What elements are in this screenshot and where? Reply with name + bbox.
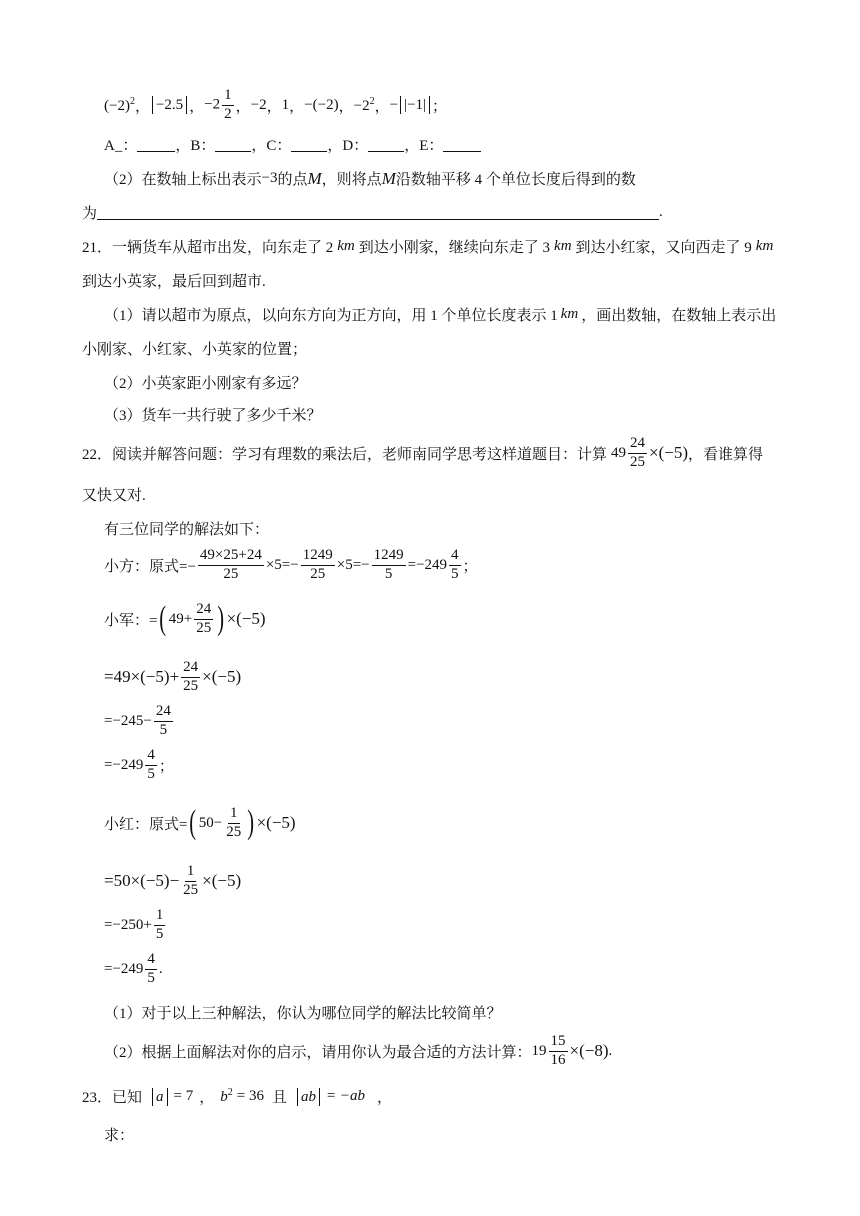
list-end: ； <box>432 98 448 115</box>
xh3-frac: $\frac{1}{5}$ <box>155 907 164 942</box>
q22-intro <box>104 518 269 539</box>
q20-part2-text: （2）在数轴上标出表示 <box>104 172 262 188</box>
q20-part2-text-b: 的点 <box>277 172 308 188</box>
xf-end: ； <box>462 558 478 575</box>
q22-intro-text: 有三位同学的解法如下： <box>104 522 270 538</box>
b-squared: $b^2$ <box>220 1087 233 1105</box>
xj-step2 <box>104 660 241 695</box>
q22-line2 <box>82 484 146 505</box>
q23-qiu <box>104 1124 134 1145</box>
q21-part1-cont <box>82 338 307 359</box>
q23-qiu-text: 求： <box>104 1128 135 1144</box>
xj3a: =−245− <box>104 712 152 729</box>
xj4a: =−249 <box>104 756 144 773</box>
xh4end: . <box>158 960 163 977</box>
xf-op2: ×5=− <box>336 556 370 573</box>
num-neg-abs-neg1: − |−1| <box>390 96 432 114</box>
q20-part2-text-c: ，则将点 <box>321 172 382 188</box>
xf-frac3: $\frac{1249}{5}$ <box>373 547 404 582</box>
q23-label: 23．已知 <box>82 1090 143 1106</box>
eq36: = 36 <box>236 1088 264 1104</box>
separator: ， <box>134 98 150 115</box>
xh2tail: ×(−5) <box>202 871 242 891</box>
q21-text-c: 到达小红家，又向西走了 9 <box>575 240 752 256</box>
q22-text: 22．阅读并解答问题：学习有理数的乘法后，老师南同学思考这样道题目：计算 <box>82 446 608 463</box>
xh-label: 小红：原式= <box>104 816 188 833</box>
unit-km: km <box>755 238 774 254</box>
xj2tail: ×(−5) <box>202 667 242 687</box>
solution-xiaofang <box>104 548 478 583</box>
q22-text-2: 又快又对. <box>82 488 146 504</box>
xh-a: 50− <box>198 814 223 831</box>
blank-e[interactable] <box>443 137 481 152</box>
num-mixed-neg2-half: −2 $\frac{1}{2}$ <box>204 87 232 122</box>
q22-part2-text: （2）根据上面解法对你的启示，请用你认为最合适的方法计算： <box>104 1044 532 1061</box>
q21-line1 <box>82 236 773 257</box>
blank-d[interactable] <box>368 137 404 152</box>
num-neg-2-squared: $-2^2$ <box>353 95 375 114</box>
xf-op1: ×5=− <box>265 556 299 573</box>
xh-frac: $\frac{1}{25}$ <box>226 805 242 840</box>
xj4end: ； <box>158 758 174 775</box>
q21-part1 <box>104 304 776 325</box>
q20-number-list <box>104 88 447 123</box>
xj2-frac: $\frac{24}{25}$ <box>183 659 199 694</box>
xf-op3: =−249 <box>407 556 448 573</box>
abs-ab: ab <box>297 1088 320 1106</box>
q21-part1-text: （1）请以超市为原点，以向东方向为正方向，用 1 个单位长度表示 1 <box>104 308 558 324</box>
and: 且 <box>271 1090 287 1106</box>
solution-xiaojun: 小军：= ( 49+ $\frac{24}{25}$ ) ×(−5) <box>104 600 266 638</box>
q20-part2 <box>104 168 636 189</box>
xh2-frac: $\frac{1}{25}$ <box>183 863 199 898</box>
separator: ， <box>374 98 390 115</box>
xf-frac2: $\frac{1249}{25}$ <box>302 547 333 582</box>
xh4-frac: $\frac{4}{5}$ <box>147 951 155 986</box>
q21-part2-text: （2）小英家距小刚家有多远？ <box>104 376 307 392</box>
num-1: 1 <box>281 96 290 113</box>
xj2a: =49×(−5)+ <box>104 667 180 687</box>
xh4a: =−249 <box>104 960 144 977</box>
p2-frac: $\frac{15}{16}$ <box>550 1033 566 1068</box>
q22-part1 <box>104 1002 502 1023</box>
xh-step4 <box>104 952 163 987</box>
q21-line2 <box>82 270 266 291</box>
num-neg2-squared: $(-2)^2$ <box>104 95 135 114</box>
separator: ， <box>235 98 251 115</box>
label-a: A_： <box>104 138 138 154</box>
calc-tail: ×(−5) <box>649 443 689 463</box>
xf-frac4: $\frac{4}{5}$ <box>451 547 459 582</box>
xh-tail: ×(−5) <box>256 813 296 833</box>
calc-whole: 49 <box>611 444 627 461</box>
label-e: ，E： <box>404 138 444 154</box>
q21-part3 <box>104 404 322 425</box>
unit-km: km <box>560 306 579 322</box>
q22-line1 <box>82 436 763 471</box>
blank-b[interactable] <box>215 137 251 152</box>
p2-end: . <box>608 1042 613 1059</box>
xh3a: =−250+ <box>104 916 152 933</box>
xj-frac: $\frac{24}{25}$ <box>196 601 212 636</box>
q20-part2-answer <box>82 202 663 223</box>
q23-line <box>82 1086 392 1107</box>
abs-a: a <box>152 1088 168 1106</box>
point-m: M <box>307 168 322 188</box>
q21-part3-text: （3）货车一共行驶了多少千米？ <box>104 408 322 424</box>
p2-tail: ×(−8) <box>569 1041 609 1061</box>
num-neg3: −3 <box>261 170 278 186</box>
separator: ， <box>189 98 205 115</box>
eqab: = −ab <box>325 1088 365 1104</box>
period: . <box>659 204 663 220</box>
xh-step3 <box>104 908 167 943</box>
xf-frac1: $\frac{49\times 25+24}{25}$ <box>199 547 262 582</box>
label-b: ，B： <box>175 138 216 154</box>
xj4-frac: $\frac{4}{5}$ <box>147 747 155 782</box>
eq7: = 7 <box>173 1088 194 1104</box>
label-c: ，C： <box>251 138 292 154</box>
num-neg2: −2 <box>250 96 267 113</box>
q21-text: 21．一辆货车从超市出发，向东走了 2 <box>82 240 334 256</box>
comma: ， <box>199 1090 215 1106</box>
xf-label: 小方：原式=− <box>104 558 196 575</box>
xj-tail: ×(−5) <box>226 609 266 629</box>
q21-part1-text-c: 小刚家、小红家、小英家的位置； <box>82 342 308 358</box>
q22-part1-text: （1）对于以上三种解法，你认为哪位同学的解法比较简单？ <box>104 1006 502 1022</box>
unit-km: km <box>337 238 355 254</box>
q21-text-b: 到达小刚家，继续向东走了 3 <box>358 240 551 256</box>
num-neg-neg2: −(−2) <box>304 96 339 113</box>
q22-part2 <box>104 1034 612 1069</box>
xj-label: 小军：= <box>104 612 158 629</box>
blank-part2[interactable] <box>97 205 659 220</box>
num-abs-neg2-5: −2.5 <box>152 96 187 114</box>
q20-part2-text-e: 为 <box>82 206 98 222</box>
q21-part2 <box>104 372 307 393</box>
label-d: ，D： <box>327 138 369 154</box>
q21-text-2: 到达小英家，最后回到超市. <box>82 274 266 290</box>
blank-a[interactable] <box>137 137 175 152</box>
p2-whole: 19 <box>531 1042 547 1059</box>
xj-a: 49+ <box>168 610 193 627</box>
solution-xiaohong: 小红：原式= ( 50− $\frac{1}{25}$ ) ×(−5) <box>104 804 296 842</box>
xh2a: =50×(−5)− <box>104 871 180 891</box>
xj-step4 <box>104 748 174 783</box>
comma2: ， <box>376 1090 392 1106</box>
blank-c[interactable] <box>291 137 327 152</box>
point-m-2: M <box>381 168 396 188</box>
q20-answer-blanks <box>104 134 481 155</box>
calc-fraction: $\frac{24}{25}$ <box>630 435 646 470</box>
q22-text-b: ，看谁算得 <box>688 446 764 463</box>
unit-km: km <box>554 238 572 254</box>
xh-step2 <box>104 864 241 899</box>
separator: ， <box>289 98 305 115</box>
separator: ， <box>266 98 282 115</box>
xj-step3 <box>104 704 175 739</box>
q20-part2-text-d: 沿数轴平移 4 个单位长度后得到的数 <box>395 172 636 188</box>
q21-part1-text-b: ，画出数轴，在数轴上表示出 <box>581 308 777 324</box>
xj3-frac: $\frac{24}{5}$ <box>155 703 171 738</box>
separator: ， <box>338 98 354 115</box>
